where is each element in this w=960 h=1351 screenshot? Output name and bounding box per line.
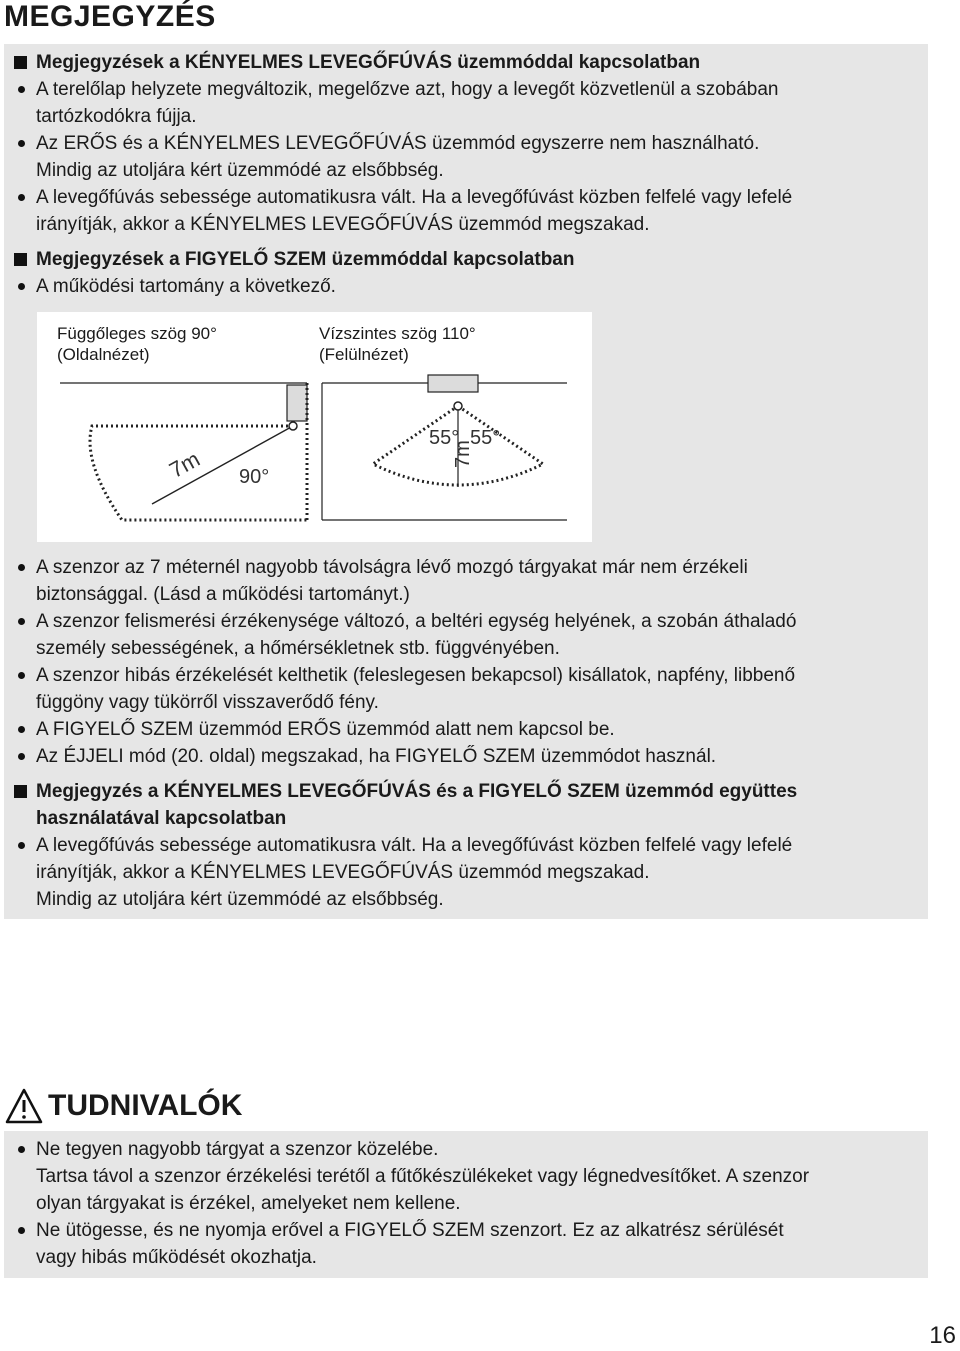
caution-panel: [4, 1131, 928, 1278]
top-angle-right-label: 55°: [470, 427, 501, 449]
bullet-dot-icon: [18, 753, 25, 760]
list-item-line: A levegőfúvás sebessége automatikusra vált. Ha a levegőfúvást közben felfelé vagy lefelé: [36, 835, 793, 856]
bullet-dot-icon: [18, 140, 25, 147]
list-item-line: függöny vagy tükörről visszaverődő fény.: [36, 692, 379, 713]
bullet-dot-icon: [18, 842, 25, 849]
list-item-line: irányítják, akkor a KÉNYELMES LEVEGŐFÚVÁS üzemmód megszakad.: [36, 214, 650, 235]
list-item: [14, 1136, 918, 1217]
list-item-line: Az ERŐS és a KÉNYELMES LEVEGŐFÚVÁS üzemmód egyszerre nem használható.: [36, 133, 760, 154]
list-item-line: A szenzor felismerési érzékenysége változó, a beltéri egység helyének, a szobán áthaladó: [36, 611, 797, 632]
caution-heading-text: TUDNIVALÓK: [48, 1089, 243, 1122]
section-title-comfort-airflow: [14, 49, 918, 76]
bullet-dot-icon: [18, 194, 25, 201]
side-distance-label: 7m: [165, 446, 204, 483]
section-title-watch-eye: [14, 246, 918, 273]
top-angle-left-label: 55°: [429, 427, 460, 449]
section-title-text: Megjegyzések a FIGYELŐ SZEM üzemmóddal kapcsolatban: [36, 249, 575, 270]
page-heading: MEGJEGYZÉS: [4, 0, 216, 33]
list-item-line: A működési tartomány a következő.: [36, 276, 336, 297]
indoor-unit-side-icon: [287, 385, 307, 421]
watch-eye-intro-list: [14, 273, 918, 300]
side-angle-label: 90°: [239, 466, 270, 488]
list-item: [14, 1217, 918, 1271]
bullet-dot-icon: [18, 283, 25, 290]
bullet-dot-icon: [18, 1146, 25, 1153]
list-item: [14, 743, 918, 770]
watch-eye-notes-list: [14, 554, 918, 770]
list-item: [14, 832, 918, 913]
section-title-text: Megjegyzések a KÉNYELMES LEVEGŐFÚVÁS üzemmóddal kapcsolatban: [36, 52, 701, 73]
note-panel: [4, 44, 928, 919]
list-item-line: tartózkodókra fújja.: [36, 106, 197, 127]
comfort-airflow-list: [14, 76, 918, 238]
caution-list: [14, 1136, 918, 1271]
list-item: [14, 716, 918, 743]
section-title-combined: [14, 778, 918, 832]
bullet-dot-icon: [18, 726, 25, 733]
list-item-line: Ne tegyen nagyobb tárgyat a szenzor közelébe.: [36, 1139, 439, 1160]
list-item-line: Az ÉJJELI mód (20. oldal) megszakad, ha FIGYELŐ SZEM üzemmódot használ.: [36, 746, 717, 767]
bullet-dot-icon: [18, 86, 25, 93]
list-item: [14, 608, 918, 662]
bullet-dot-icon: [18, 1227, 25, 1234]
range-drawing: [37, 312, 592, 542]
list-item: [14, 76, 918, 130]
bullet-dot-icon: [18, 672, 25, 679]
side-view-angle-label: Függőleges szög 90°: [57, 324, 217, 343]
list-item-line: A szenzor az 7 méternél nagyobb távolságra lévő mozgó tárgyakat már nem érzékeli: [36, 557, 748, 578]
top-view-label: (Felülnézet): [319, 345, 409, 364]
list-item-line: A terelőlap helyzete megváltozik, megelőzve azt, hogy a levegőt közvetlenül a szobában: [36, 79, 779, 100]
top-distance-label: 7m: [452, 440, 474, 468]
list-item-line: olyan tárgyakat is érzékel, amelyeket nem kellene.: [36, 1193, 461, 1214]
list-item-line: biztonsággal. (Lásd a működési tartományt.): [36, 584, 410, 605]
list-item-line: A levegőfúvás sebessége automatikusra vált. Ha a levegőfúvást közben felfelé vagy lefelé: [36, 187, 793, 208]
list-item-line: vagy hibás működését okozhatja.: [36, 1247, 317, 1268]
list-item-line: Mindig az utoljára kért üzemmódé az elsőbbség.: [36, 889, 444, 910]
section-title-text: Megjegyzés a KÉNYELMES LEVEGŐFÚVÁS és a FIGYELŐ SZEM üzemmód együttes: [36, 781, 798, 802]
list-item-line: irányítják, akkor a KÉNYELMES LEVEGŐFÚVÁS üzemmód megszakad.: [36, 862, 650, 883]
list-item-line: Ne ütögesse, és ne nyomja erővel a FIGYELŐ SZEM szenzort. Ez az alkatrész sérülését: [36, 1220, 784, 1241]
warning-triangle-icon: [4, 1087, 44, 1125]
square-bullet-icon: [14, 253, 27, 266]
list-item-line: A szenzor hibás érzékelését kelthetik (feleslegesen bekapcsol) kisállatok, napfény, libbenő: [36, 665, 796, 686]
sensor-range-diagram: [37, 312, 592, 542]
indoor-unit-top-icon: [428, 375, 478, 392]
list-item-line: Tartsa távol a szenzor érzékelési terétől a fűtőkészülékeket vagy légnedvesítőket. A szenzor: [36, 1166, 810, 1187]
list-item: [14, 662, 918, 716]
square-bullet-icon: [14, 56, 27, 69]
bullet-dot-icon: [18, 618, 25, 625]
list-item: [14, 554, 918, 608]
list-item-line: személy sebességének, a hőmérsékletnek stb. függvényében.: [36, 638, 560, 659]
list-item: [14, 130, 918, 184]
combined-list: [14, 832, 918, 913]
page-number: 16: [929, 1322, 956, 1349]
side-view-label: (Oldalnézet): [57, 345, 150, 364]
caution-heading: [4, 1087, 242, 1125]
list-item: [14, 184, 918, 238]
bullet-dot-icon: [18, 564, 25, 571]
section-title-text: használatával kapcsolatban: [36, 808, 287, 829]
list-item: [14, 273, 918, 300]
list-item-line: A FIGYELŐ SZEM üzemmód ERŐS üzemmód alatt nem kapcsol be.: [36, 719, 615, 740]
top-view-angle-label: Vízszintes szög 110°: [319, 324, 476, 343]
list-item-line: Mindig az utoljára kért üzemmódé az elsőbbség.: [36, 160, 444, 181]
square-bullet-icon: [14, 785, 27, 798]
